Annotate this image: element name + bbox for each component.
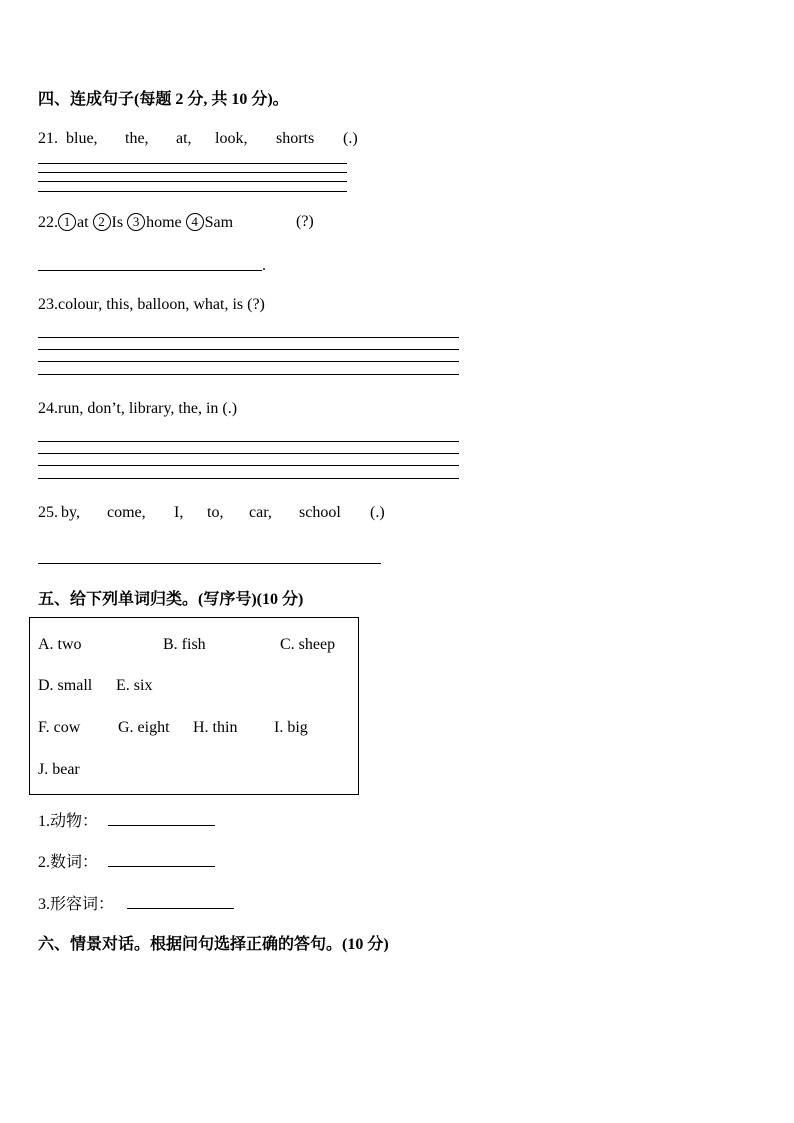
answer-line [38, 337, 459, 338]
q24-text: 24.run, don’t, library, the, in (.) [38, 400, 238, 417]
q25-punctuation: (.) [370, 504, 385, 521]
answer-line [38, 361, 459, 362]
q22-number: 22. [38, 214, 58, 231]
word-option: G. eight [118, 719, 170, 736]
word-option: J. bear [38, 761, 80, 778]
answer-adjectives-label: 3.形容词： [38, 896, 115, 913]
word-option: D. small [38, 677, 93, 694]
answer-line [108, 825, 215, 826]
q25-word: car, [249, 504, 272, 521]
word-option: F. cow [38, 719, 81, 736]
q22-punctuation: (?) [296, 213, 314, 230]
circled-number-1: 1 [58, 213, 76, 231]
q21-number: 21. [38, 130, 58, 147]
q25-word: school [299, 504, 341, 521]
word-option: B. fish [163, 636, 206, 653]
q21-word: the, [125, 130, 149, 147]
answer-numbers-label: 2.数词： [38, 854, 99, 871]
q25-word: I, [174, 504, 184, 521]
q22-word: home [146, 214, 182, 231]
answer-line [38, 163, 347, 164]
q22-word: Sam [204, 214, 234, 231]
answer-line [38, 453, 459, 454]
answer-line [38, 441, 459, 442]
answer-line [38, 172, 347, 173]
word-option: E. six [116, 677, 153, 694]
section-5-title: 五、给下列单词归类。(写序号)(10 分) [38, 591, 304, 608]
q21-word: shorts [276, 130, 315, 147]
answer-line [38, 191, 347, 192]
answer-line [108, 866, 215, 867]
answer-animals-label: 1.动物： [38, 813, 99, 830]
answer-line [38, 374, 459, 375]
word-bank-box [29, 617, 359, 795]
answer-line [38, 349, 459, 350]
answer-line [38, 563, 381, 564]
q21-word: blue, [66, 130, 98, 147]
answer-line [38, 270, 262, 271]
circled-number-2: 2 [93, 213, 111, 231]
circled-number-3: 3 [127, 213, 145, 231]
word-option: I. big [274, 719, 308, 736]
word-option: C. sheep [280, 636, 336, 653]
q22-word: Is [111, 214, 124, 231]
answer-line [38, 181, 347, 182]
section-4-title: 四、连成句子(每题 2 分, 共 10 分)。 [38, 91, 289, 108]
word-option: A. two [38, 636, 82, 653]
q22-word: at [77, 214, 89, 231]
q21-word: look, [215, 130, 248, 147]
q25-number: 25. [38, 504, 58, 521]
q23-text: 23.colour, this, balloon, what, is (?) [38, 296, 265, 313]
answer-line [38, 465, 459, 466]
q25-word: by, [61, 504, 80, 521]
answer-line [127, 908, 234, 909]
q25-word: come, [107, 504, 146, 521]
answer-line [38, 478, 459, 479]
q25-word: to, [207, 504, 224, 521]
word-option: H. thin [193, 719, 238, 736]
q21-punctuation: (.) [343, 130, 358, 147]
q21-word: at, [176, 130, 192, 147]
section-6-title: 六、情景对话。根据问句选择正确的答句。(10 分) [38, 936, 389, 953]
q22-end-period: . [262, 257, 266, 274]
circled-number-4: 4 [186, 213, 204, 231]
